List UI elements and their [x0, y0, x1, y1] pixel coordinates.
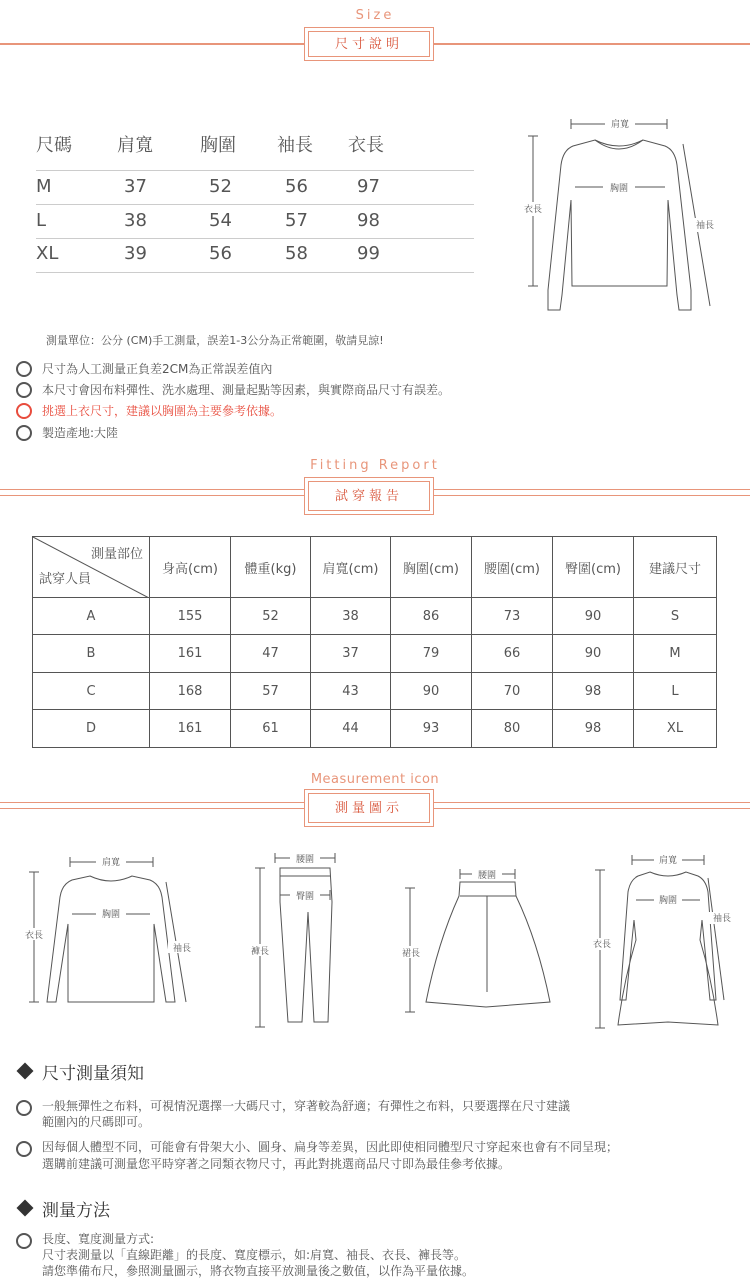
notice-item-line: 一般無彈性之布料，可視情況選擇一大碼尺寸，穿著較為舒適；有彈性之布料，只要選擇在尺寸建議 — [42, 1099, 571, 1113]
diamond-icon — [17, 1200, 34, 1217]
dress-chest-label: 胸圍 — [658, 896, 678, 906]
sweater-diagram — [505, 110, 735, 320]
table-cell: 70 — [472, 673, 553, 710]
table-cell: 161 — [150, 635, 231, 673]
size-header: 袖長 — [277, 135, 313, 156]
table-cell: 79 — [391, 635, 472, 673]
size-header: 衣長 — [348, 135, 384, 156]
fitting-header: 肩寬(cm) — [311, 537, 391, 598]
table-cell: 57 — [231, 673, 311, 710]
pants-hip-label: 臀圍 — [295, 892, 315, 902]
size-cell: 58 — [285, 243, 308, 264]
diagram-shoulder-label: 肩寬 — [610, 120, 630, 130]
table-cell: 37 — [311, 635, 391, 673]
table-cell: 98 — [553, 673, 634, 710]
size-header: 肩寬 — [117, 135, 153, 156]
method-line: 請您準備布尺，參照測量圖示，將衣物直接平放測量後之數值，以作為平量依據。 — [42, 1264, 475, 1278]
size-cell: 56 — [285, 176, 308, 197]
skirt-length-label: 裙長 — [401, 949, 421, 959]
fitting-header: 胸圍(cm) — [391, 537, 472, 598]
dress-sleeve-label: 袖長 — [712, 914, 732, 924]
bullet-circle-icon — [16, 1233, 32, 1249]
fitting-header: 建議尺寸 — [634, 537, 717, 598]
fitting-table — [32, 536, 717, 748]
table-cell: 73 — [472, 598, 553, 635]
bullet-circle-icon — [16, 382, 32, 398]
top-shoulder-label: 肩寬 — [101, 858, 121, 868]
table-cell: C — [33, 673, 150, 710]
top-sleeve-label: 袖長 — [172, 944, 192, 954]
bullet-circle-icon — [16, 1100, 32, 1116]
table-cell: M — [634, 635, 717, 673]
table-cell: 52 — [231, 598, 311, 635]
size-header: 胸圍 — [200, 135, 236, 156]
table-cell: 66 — [472, 635, 553, 673]
unit-note: 測量單位：公分 (CM)手工測量，誤差1-3公分為正常範圍，敬請見諒! — [46, 334, 384, 347]
table-row — [33, 635, 717, 673]
table-cell: 47 — [231, 635, 311, 673]
diamond-icon — [17, 1063, 34, 1080]
table-cell: S — [634, 598, 717, 635]
table-cell: A — [33, 598, 150, 635]
diagram-sleeve-label: 袖長 — [695, 221, 715, 231]
fitting-header: 體重(kg) — [231, 537, 311, 598]
size-cell: 57 — [285, 210, 308, 231]
table-cell: 43 — [311, 673, 391, 710]
method-line: 尺寸表測量以「直線距離」的長度、寬度標示，如:肩寬、袖長、衣長、褲長等。 — [42, 1248, 467, 1262]
fitting-header: 臀圍(cm) — [553, 537, 634, 598]
skirt-waist-label: 腰圍 — [477, 871, 497, 881]
fitting-header: 腰圍(cm) — [472, 537, 553, 598]
bullet-circle-icon — [16, 403, 32, 419]
notice-item-line: 範圍內的尺碼即可。 — [42, 1115, 151, 1129]
fitting-corner-bottom: 試穿人員 — [39, 572, 92, 587]
size-cell: 99 — [357, 243, 380, 264]
size-cell: 56 — [209, 243, 232, 264]
size-cell: 52 — [209, 176, 232, 197]
table-cell: 93 — [391, 710, 472, 748]
notice-title: 尺寸測量須知 — [42, 1064, 144, 1084]
diagram-chest-label: 胸圍 — [609, 184, 629, 194]
size-cell: 37 — [124, 176, 147, 197]
table-cell: B — [33, 635, 150, 673]
size-section-title-en: Size — [355, 8, 395, 23]
table-row — [33, 673, 717, 710]
size-cell: 98 — [357, 210, 380, 231]
table-cell: 90 — [391, 673, 472, 710]
measurement-section-title-en: Measurement icon — [310, 772, 440, 787]
size-cell: 39 — [124, 243, 147, 264]
table-cell: 38 — [311, 598, 391, 635]
fitting-header: 身高(cm) — [150, 537, 231, 598]
notice-item-line: 因每個人體型不同，可能會有骨架大小、圓身、扁身等差異，因此即使相同體型尺寸穿起來也會有不同呈現； — [42, 1140, 619, 1154]
table-cell: XL — [634, 710, 717, 748]
size-cell: 38 — [124, 210, 147, 231]
fitting-section-title-en: Fitting Report — [310, 458, 440, 473]
dress-measure-icon — [588, 850, 738, 1035]
size-note: 製造產地:大陸 — [42, 426, 119, 440]
dress-length-label: 衣長 — [592, 940, 612, 950]
bullet-circle-icon — [16, 425, 32, 441]
size-cell: L — [36, 210, 47, 231]
size-header: 尺碼 — [36, 135, 72, 156]
size-cell: M — [36, 176, 52, 197]
fitting-section-title: 試穿報告 — [308, 481, 430, 511]
table-cell: 98 — [553, 710, 634, 748]
top-measure-icon — [18, 852, 208, 1032]
pants-waist-label: 腰圍 — [295, 855, 315, 865]
table-cell: 155 — [150, 598, 231, 635]
method-line: 長度、寬度測量方式: — [42, 1232, 155, 1246]
notice-item-line: 選購前建議可測量您平時穿著之同類衣物尺寸，再此對挑選商品尺寸即為最佳參考依據。 — [42, 1157, 511, 1171]
table-cell: 61 — [231, 710, 311, 748]
size-note: 尺寸為人工測量正負差2CM為正常誤差值內 — [42, 362, 273, 376]
top-length-label: 衣長 — [24, 931, 44, 941]
table-cell: 80 — [472, 710, 553, 748]
table-cell: 44 — [311, 710, 391, 748]
size-cell: XL — [36, 243, 59, 264]
size-note: 本尺寸會因布料彈性、洗水處理、測量起點等因素，與實際商品尺寸有誤差。 — [42, 383, 451, 397]
pants-length-label: 褲長 — [250, 947, 270, 957]
size-cell: 54 — [209, 210, 232, 231]
table-cell: 90 — [553, 635, 634, 673]
table-cell: D — [33, 710, 150, 748]
table-cell: 168 — [150, 673, 231, 710]
pants-measure-icon — [240, 852, 350, 1032]
size-section-title: 尺寸說明 — [308, 31, 430, 57]
method-title: 測量方法 — [42, 1201, 110, 1221]
size-note-highlight: 挑選上衣尺寸，建議以胸圍為主要參考依據。 — [42, 404, 283, 418]
table-cell: L — [634, 673, 717, 710]
bullet-circle-icon — [16, 1141, 32, 1157]
table-cell: 90 — [553, 598, 634, 635]
top-chest-label: 胸圍 — [101, 910, 121, 920]
measurement-section-title: 測量圖示 — [308, 793, 430, 823]
bullet-circle-icon — [16, 361, 32, 377]
size-cell: 97 — [357, 176, 380, 197]
fitting-corner-cell — [33, 537, 150, 598]
table-cell: 161 — [150, 710, 231, 748]
diagram-length-label: 衣長 — [523, 205, 543, 215]
table-row — [33, 710, 717, 748]
dress-shoulder-label: 肩寬 — [658, 856, 678, 866]
table-cell: 86 — [391, 598, 472, 635]
skirt-measure-icon — [398, 862, 558, 1022]
fitting-corner-top: 測量部位 — [90, 547, 143, 562]
table-row — [33, 598, 717, 635]
